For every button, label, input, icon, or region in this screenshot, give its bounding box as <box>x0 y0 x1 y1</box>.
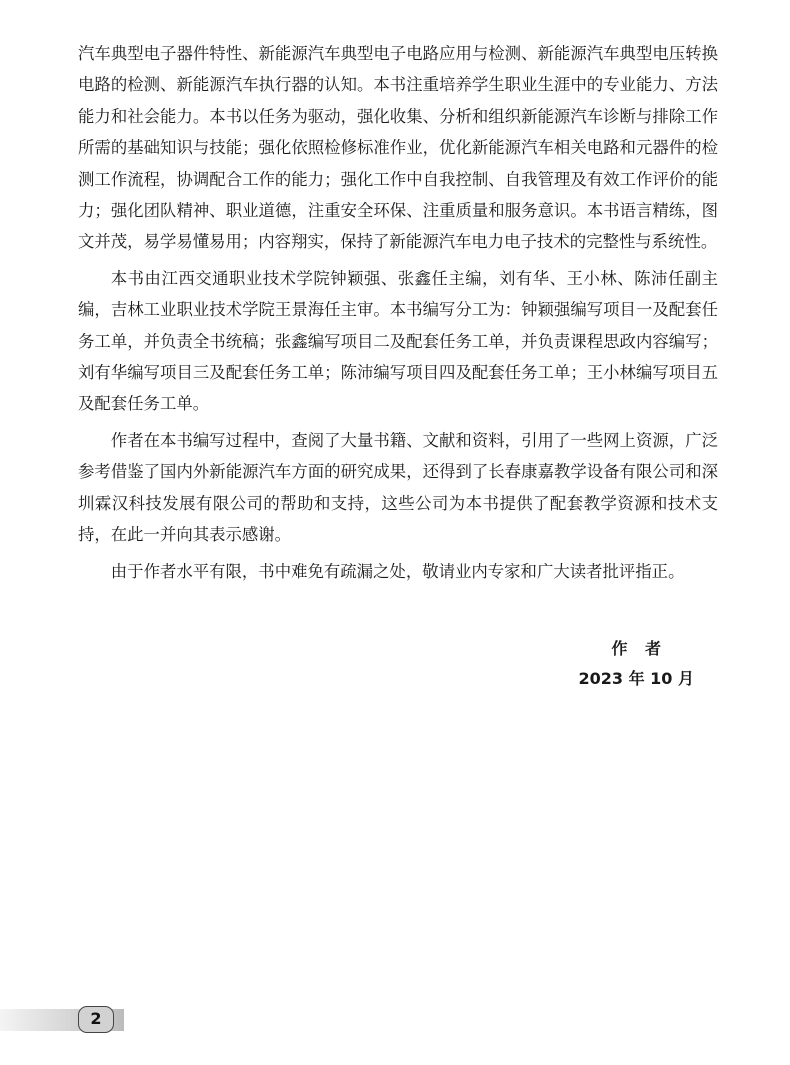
paragraph-continued: 汽车典型电子器件特性、新能源汽车典型电子电路应用与检测、新能源汽车典型电压转换电路的检测、新能源汽车执行器的认知。本书注重培养学生职业生涯中的专业能力、方法能力和社会能力。本书以任务为驱动，强化收集、分析和组织新能源汽车诊断与排除工作所需的基础知识与技能；强化依照检修标准作业，优化新能源汽车相关电路和元器件的检测工作流程，协调配合工作的能力；强化工作中自我控制、自我管理及有效工作评价的能力；强化团队精神、职业道德，注重安全环保、注重质量和服务意识。本书语言精练，图文并茂，易学易懂易用；内容翔实，保持了新能源汽车电力电子技术的完整性与系统性。 <box>78 44 718 252</box>
paragraph-editors: 本书由江西交通职业技术学院钟颖强、张鑫任主编，刘有华、王小林、陈沛任副主编，吉林工业职业技术学院王景海任主审。本书编写分工为：钟颖强编写项目一及配套任务工单，并负责全书统稿；张鑫编写项目二及配套任务工单，并负责课程思政内容编写；刘有华编写项目三及配套任务工单；陈沛编写项目四及配套任务工单；王小林编写项目五及配套任务工单。 <box>78 268 718 414</box>
preface-body <box>78 38 718 587</box>
page-number: 2 <box>78 1006 114 1033</box>
signature-author: 作者 <box>611 639 679 658</box>
paragraph-closing: 由于作者水平有限，书中难免有疏漏之处，敬请业内专家和广大读者批评指正。 <box>110 561 685 581</box>
signature-date: 2023 年 10 月 <box>578 669 694 688</box>
paragraph-acknowledgements: 作者在本书编写过程中，查阅了大量书籍、文献和资料，引用了一些网上资源，广泛参考借鉴了国内外新能源汽车方面的研究成果，还得到了长春康嘉教学设备有限公司和深圳霖汉科技发展有限公司的帮助和支持，这些公司为本书提供了配套教学资源和技术支持，在此一并向其表示感谢。 <box>78 430 718 545</box>
signature-block <box>578 634 694 694</box>
